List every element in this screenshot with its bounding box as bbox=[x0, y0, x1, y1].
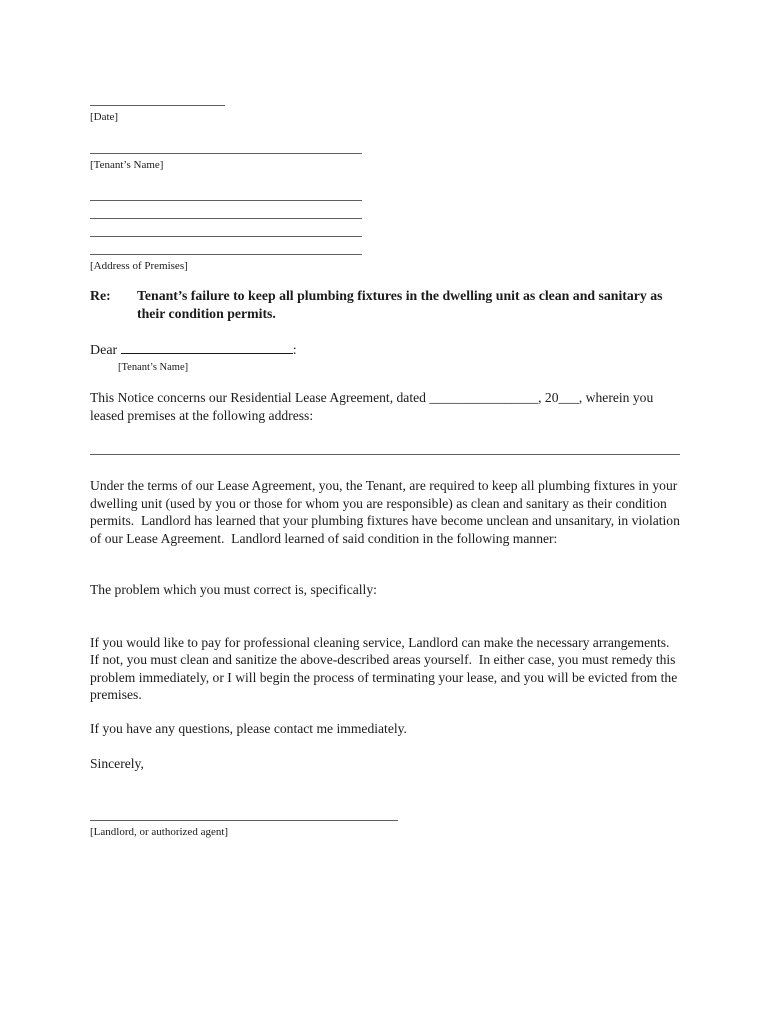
date-blank-line bbox=[90, 105, 225, 106]
re-subject-text: Tenant’s failure to keep all plumbing fixtures in the dwelling unit as clean and sanitary as their condition permits. bbox=[137, 288, 663, 321]
tenant-name-blank-line bbox=[90, 153, 362, 154]
salutation-placeholder-label: [Tenant’s Name] bbox=[118, 362, 189, 373]
salutation-line bbox=[90, 340, 680, 360]
re-prefix: Re: bbox=[90, 288, 111, 303]
salutation-blank-line bbox=[121, 340, 293, 354]
address-placeholder-label: [Address of Premises] bbox=[90, 260, 188, 272]
questions-line: If you have any questions, please contact me immediately. bbox=[90, 720, 407, 736]
tenant-name-placeholder-label: [Tenant’s Name] bbox=[90, 159, 164, 171]
notice-paragraph: This Notice concerns our Residential Lease Agreement, dated ________________, 20___, wherein you leased premises at the following address: bbox=[90, 390, 657, 423]
address-blank-line bbox=[90, 236, 362, 237]
signature-blank-line bbox=[90, 820, 398, 821]
address-blank-line bbox=[90, 200, 362, 201]
closing-line: Sincerely, bbox=[90, 756, 144, 771]
premises-address-blank-line bbox=[90, 454, 680, 455]
remedy-paragraph: If you would like to pay for professional cleaning service, Landlord can make the necessary arrangements. If not, you must clean and sanitize the above-described areas yourself. In either case, you must remedy this problem immediately, or I will begin the process of terminating your lease, and you will be evicted from the premises. bbox=[90, 634, 681, 702]
re-subject-block bbox=[90, 287, 680, 322]
date-placeholder-label: [Date] bbox=[90, 111, 119, 123]
address-blank-line bbox=[90, 218, 362, 219]
address-blank-line bbox=[90, 254, 362, 255]
signature-placeholder-label: [Landlord, or authorized agent] bbox=[90, 825, 229, 838]
salutation-suffix: : bbox=[292, 343, 297, 358]
terms-paragraph: Under the terms of our Lease Agreement, you, the Tenant, are required to keep all plumbing fixtures in your dwelling unit (used by you or those for whom you are responsible) as clean and sanitary as their condition permits. Landlord has learned that your plumbing fixtures have become unclean and unsanitary, in violation of our Lease Agreement. Landlord learned of said condition in the following manner: bbox=[90, 478, 684, 546]
problem-statement-line: The problem which you must correct is, specifically: bbox=[90, 582, 377, 597]
salutation-prefix: Dear bbox=[90, 343, 121, 358]
